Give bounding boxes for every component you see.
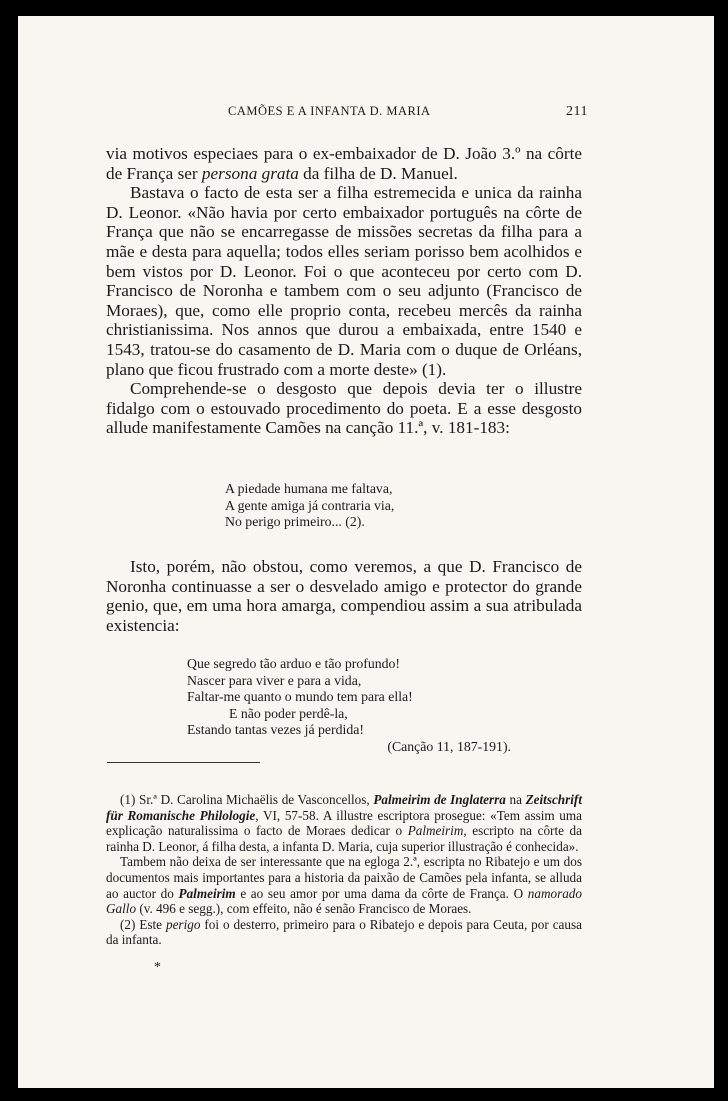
fn1-text: na xyxy=(505,792,526,807)
footnotes xyxy=(106,792,582,948)
verse-citation: (Canção 11, 187-191). xyxy=(387,738,511,754)
verse-line: A gente amiga já contraria via, xyxy=(225,497,395,513)
fn1b-text: (v. 496 e segg.), com effeito, não é senão Francisco de Moraes. xyxy=(136,901,472,917)
paragraph-3: Comprehende-se o desgosto que depois devia ter o illustre fidalgo com o estouvado procedimento do poeta. E a esse desgosto allude manifestamente Camões na canção 11.ª, v. 181-183: xyxy=(106,379,582,438)
running-title: CAMÕES E A INFANTA D. MARIA xyxy=(228,104,431,118)
p1-text-b: da filha de D. Manuel. xyxy=(298,163,458,183)
verse-quote-1 xyxy=(225,481,394,531)
verse-line: Nascer para viver e para a vida, xyxy=(187,672,362,688)
fn1-text: (1) Sr.ª D. Carolina Michaëlis de Vasconcellos, xyxy=(120,792,374,807)
fn1-title: Palmeirim de Inglaterra xyxy=(373,792,506,807)
fn1b-text: Tambem não deixa de ser interessante que na egloga 2.ª, escripta no Ribatejo e um dos documentos mais importantes para a historia da paixão de Camões pela infanta, se alluda ao auctor do xyxy=(106,854,582,901)
verse-quote-2 xyxy=(187,656,517,755)
fn2-text: (2) Este xyxy=(120,916,166,932)
footnote-2 xyxy=(106,917,582,948)
p1-emphasis: persona grata xyxy=(201,163,299,183)
footnote-1-continued xyxy=(106,854,582,916)
fn1-journal: Zeitschrift für Romanische Philologie xyxy=(106,792,582,823)
verse-line: A piedade humana me faltava, xyxy=(225,481,393,496)
verse-line: Faltar-me quanto o mundo tem para ella! xyxy=(187,689,413,704)
fn2-emphasis: perigo xyxy=(165,916,201,932)
signature-mark: * xyxy=(154,960,161,975)
running-header xyxy=(108,104,588,124)
book-page xyxy=(18,16,714,1088)
footnote-separator xyxy=(107,762,260,763)
verse-line: No perigo primeiro... (2). xyxy=(225,514,365,529)
fn1b-emphasis: namorado Gallo xyxy=(106,885,582,917)
fn1-title-2: Palmeirim, xyxy=(407,823,467,839)
paragraph-1 xyxy=(106,144,582,183)
p1-text-a: via motivos especiaes para o ex-embaixador de D. João 3.º na côrte de França ser xyxy=(106,144,582,183)
paragraph-4: Isto, porém, não obstou, como veremos, a que D. Francisco de Noronha continuasse a ser o desvelado amigo e protector do grande genio, que, em uma hora amarga, compendiou assim a sua atribulada existencia: xyxy=(106,557,582,635)
page-number: 211 xyxy=(566,104,588,119)
fn1b-title: Palmeirim xyxy=(178,885,236,901)
fn1b-text: e ao seu amor por uma dama da côrte de França. O xyxy=(235,885,528,901)
verse-line-indented: E não poder perdê-la, xyxy=(229,705,348,721)
body-text-middle xyxy=(106,557,582,635)
verse-line: Estando tantas vezes já perdida! xyxy=(187,722,364,737)
fn1-text: escripto na côrte da rainha D. Leonor, á filha desta, a infanta D. Maria, cuja superior illustração é conhecida». xyxy=(106,823,582,854)
paragraph-2: Bastava o facto de esta ser a filha estremecida e unica da rainha D. Leonor. «Não havia por certo embaixador português na côrte de França que não se encarregasse de missões secretas da filha para a mãe e desta para aquella; todos elles seriam porisso bem acolhidos e bem vistos por D. Leonor. Foi o que aconteceu por certo com D. Francisco de Noronha e tambem com o seu adjunto (Francisco de Moraes), que, como elle proprio conta, recebeu mercês da rainha christianissima. Nos annos que durou a embaixada, entre 1540 e 1543, tratou-se do casamento de D. Maria com o duque de Orléans, plano que ficou frustrado com a morte deste» (1). xyxy=(106,183,582,379)
verse-line: Que segredo tão arduo e tão profundo! xyxy=(187,656,401,671)
fn1-text: , VI, 57-58. A illustre escriptora prosegue: «Tem assim uma explicação naturalissima o facto de Moraes dedicar o xyxy=(106,807,583,839)
footnote-1 xyxy=(106,792,582,854)
body-text-top xyxy=(106,144,582,438)
fn2-text: foi o desterro, primeiro para o Ribatejo e depois para Ceuta, por causa da infanta. xyxy=(106,916,582,948)
